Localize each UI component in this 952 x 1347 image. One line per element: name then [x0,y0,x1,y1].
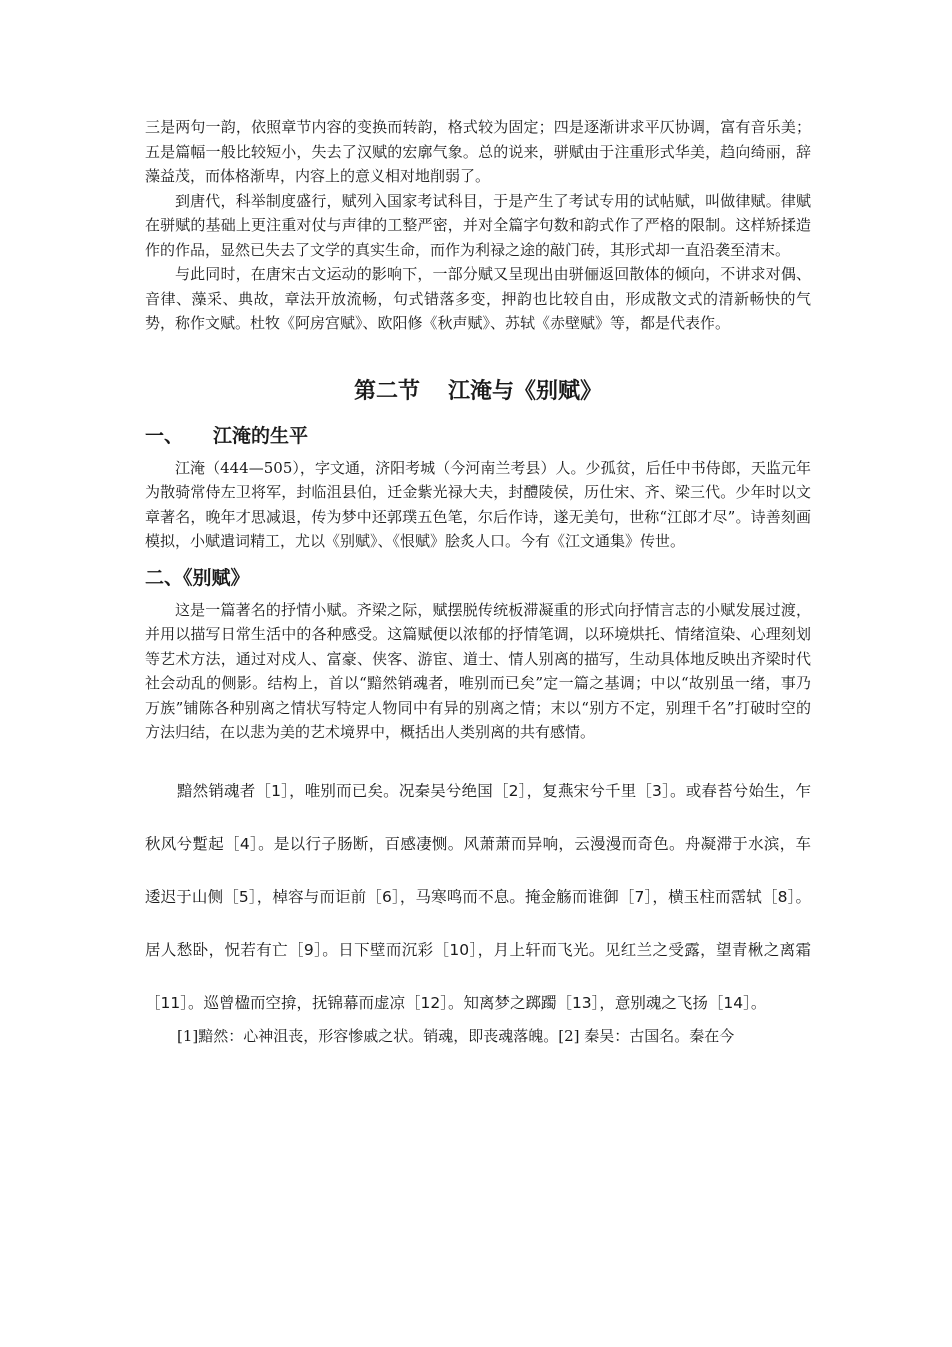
subsection-title: 江淹的生平 [213,424,309,447]
document-page [145,115,811,1048]
footnote: [1]黯然：心神沮丧，形容惨戚之状。销魂，即丧魂落魄。[2] 秦吴：古国名。秦在今 [177,1026,735,1045]
section-heading [145,372,811,412]
bie-fu-introduction: 这是一篇著名的抒情小赋。齐梁之际，赋摆脱传统板滞凝重的形式向抒情言志的小赋发展过渡，并用以描写日常生活中的各种感受。这篇赋便以浓郁的抒情笔调，以环境烘托、情绪渲染、心理刻划等艺术方法，通过对戍人、富豪、侠客、游宦、道士、情人别离的描写，生动具体地反映出齐梁时代社会动乱的侧影。结构上，首以“黯然销魂者，唯别而已矣”定一篇之基调；中以“故别虽一绪，事乃万族”铺陈各种别离之情状写特定人物同中有异的别离之情；末以“别方不定，别理千名”打破时空的方法归结，在以悲为美的艺术境界中，概括出人类别离的共有感情。 [145,600,811,741]
section-title: 江淹与《别赋》 [448,378,603,404]
subsection-number: 一、 [145,424,184,447]
intro-paragraph-1: 三是两句一韵，依照章节内容的变换而转韵，格式较为固定；四是逐渐讲求平仄协调，富有音乐美；五是篇幅一般比较短小，失去了汉赋的宏廓气象。总的说来，骈赋由于注重形式华美，趋向绮丽，辞藻益茂，而体格渐卑，内容上的意义相对地削弱了。 [145,118,811,185]
subsection-heading-bie-fu: 二、《别赋》 [145,566,250,589]
biography-paragraph: 江淹（444—505），字文通，济阳考城（今河南兰考县）人。少孤贫，后任中书侍郎，天监元年为散骑常侍左卫将军，封临沮县伯，迁金紫光禄大夫，封醴陵侯，历仕宋、齐、梁三代。少年时以文章著名，晚年才思减退，传为梦中还郭璞五色笔，尔后作诗，遂无美句，世称“江郎才尽”。诗善刻画模拟，小赋遣词精工，尤以《别赋》、《恨赋》脍炙人口。今有《江文通集》传世。 [145,458,811,550]
section-number: 第二节 [353,378,420,404]
bie-fu-text: 黯然销魂者［1］，唯别而已矣。况秦吴兮绝国［2］，复燕宋兮千里［3］。或春苔兮始生，乍秋风兮蹔起［4］。是以行子肠断，百感凄恻。风萧萧而异响，云漫漫而奇色。舟凝滞于水滨，车逶迟于山侧［5］，棹容与而讵前［6］，马寒鸣而不息。掩金觞而谁御［7］，横玉柱而霑轼［8］。居人愁卧，怳若有亡［9］。日下壁而沉彩［10］，月上轩而飞光。见红兰之受露，望青楸之离霜［11］。巡曾楹而空揜，抚锦幕而虚凉［12］。知离梦之踯躅［13］，意别魂之飞扬［14］。 [145,781,811,1012]
subsection-heading-biography [145,422,811,450]
intro-paragraph-2: 到唐代，科举制度盛行，赋列入国家考试科目，于是产生了考试专用的试帖赋，叫做律赋。律赋在骈赋的基础上更注重对仗与声律的工整严密，并对全篇字句数和韵式作了严格的限制。这样矫揉造作的作品，显然已失去了文学的真实生命，而作为利禄之途的敲门砖，其形式却一直沿袭至清末。 [145,191,811,259]
intro-paragraph-3: 与此同时，在唐宋古文运动的影响下，一部分赋又呈现出由骈俪返回散体的倾向，不讲求对偶、音律、藻采、典故，章法开放流畅，句式错落多变，押韵也比较自由，形成散文式的清新畅快的气势，称作文赋。杜牧《阿房宫赋》、欧阳修《秋声赋》、苏轼《赤壁赋》等，都是代表作。 [145,265,811,332]
